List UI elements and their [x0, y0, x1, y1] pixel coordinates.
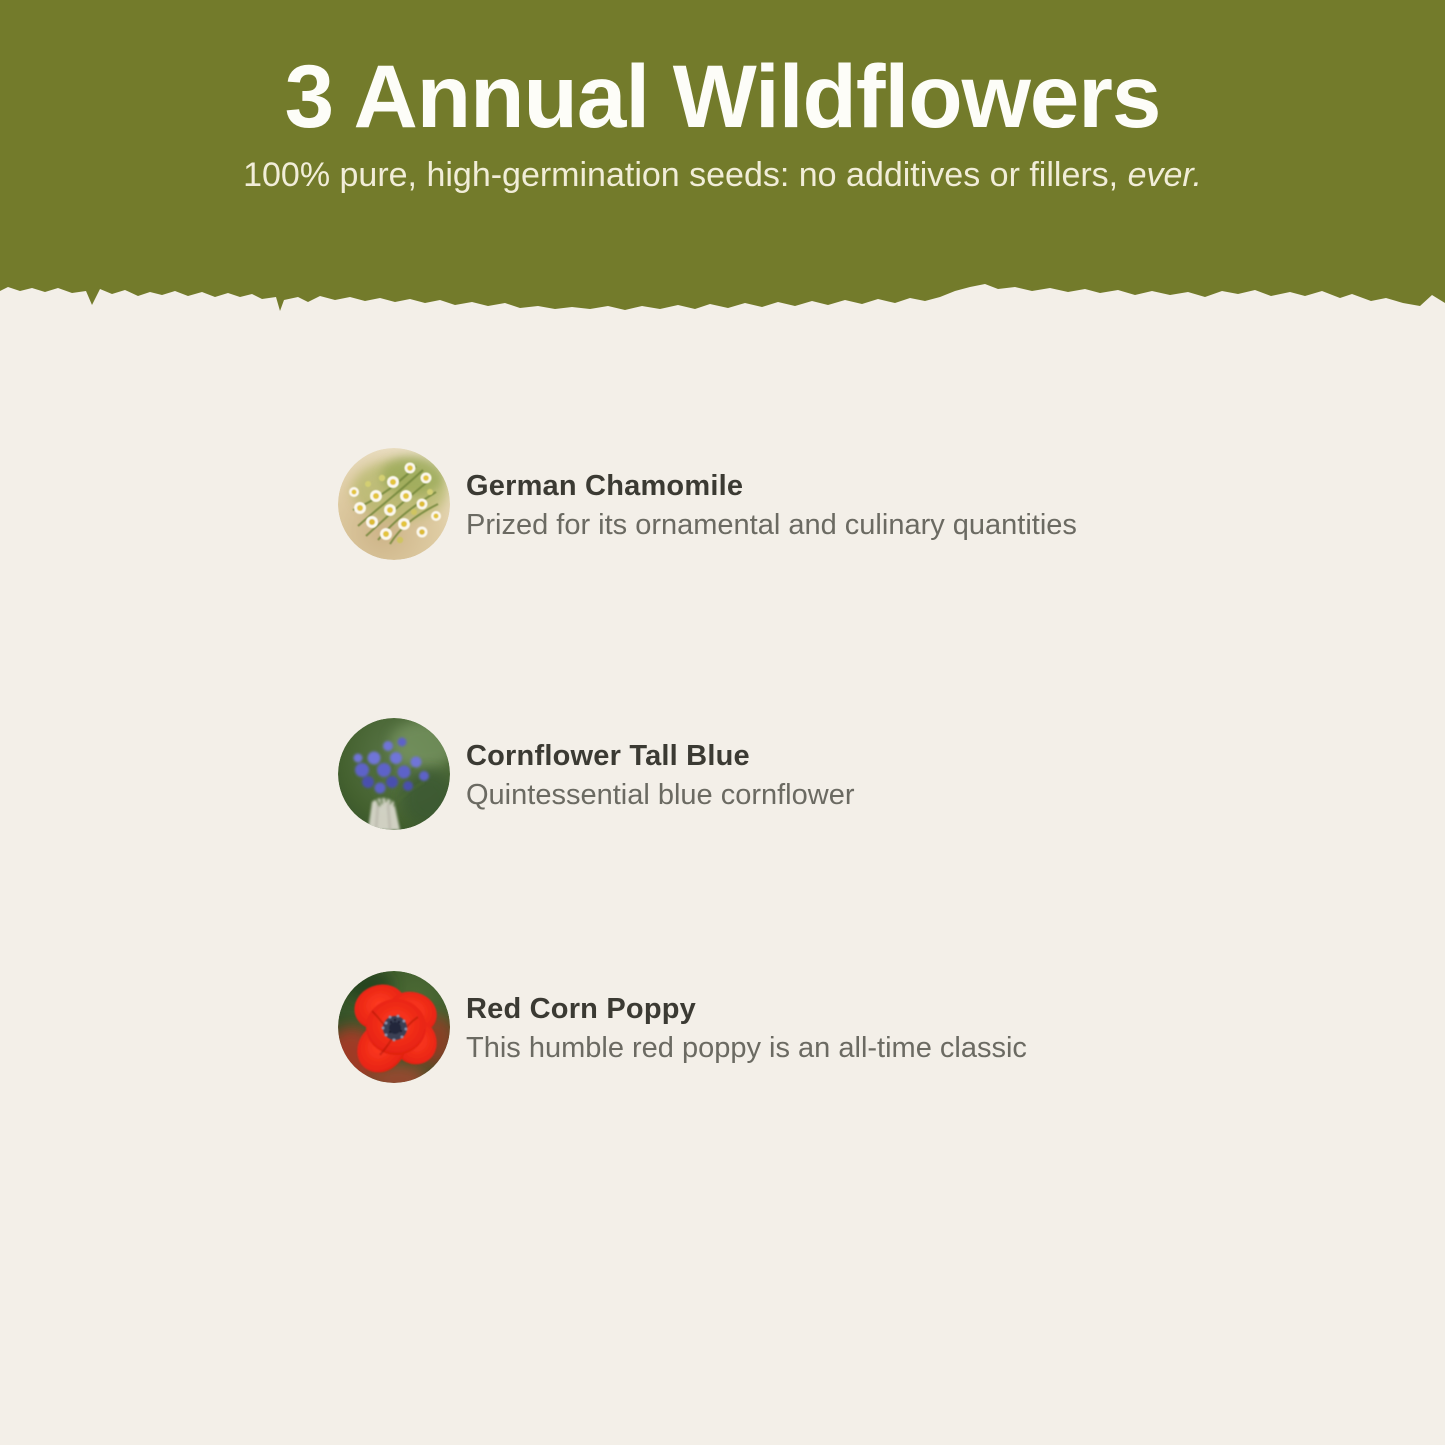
chamomile-flowers-photo [338, 448, 450, 560]
item-description: Prized for its ornamental and culinary quantities [466, 509, 1077, 541]
item-description: This humble red poppy is an all-time classic [466, 1032, 1027, 1064]
subtitle-emphasis: ever. [1127, 156, 1202, 194]
page-title: 3 Annual Wildflowers [284, 46, 1161, 146]
red-poppy-photo [338, 971, 450, 1083]
item-text-block [466, 989, 1027, 1066]
blue-cornflowers-photo [338, 718, 450, 830]
header-content [0, 0, 1445, 196]
item-title: German Chamomile [466, 469, 744, 502]
page-subtitle [0, 155, 1445, 196]
item-title: Cornflower Tall Blue [466, 739, 750, 772]
item-text-block [466, 736, 854, 813]
header-band [0, 0, 1445, 330]
list-item-red-corn-poppy [338, 971, 1027, 1083]
item-title: Red Corn Poppy [466, 992, 696, 1025]
list-item-german-chamomile [338, 448, 1077, 560]
item-description: Quintessential blue cornflower [466, 779, 855, 811]
subtitle-text: 100% pure, high-germination seeds: no additives or fillers, [243, 156, 1128, 194]
item-text-block [466, 466, 1077, 543]
list-item-cornflower-tall-blue [338, 718, 854, 830]
